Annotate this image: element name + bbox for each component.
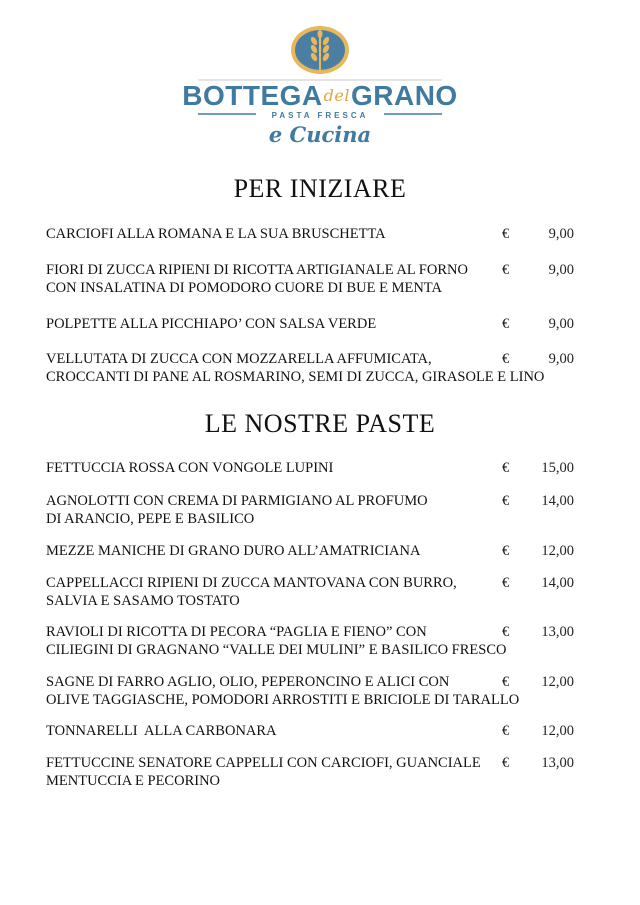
logo-subtitle: PASTA FRESCA — [271, 111, 369, 120]
item-price: 12,00 — [541, 674, 574, 690]
restaurant-logo — [0, 22, 640, 152]
item-price: 15,00 — [541, 460, 574, 476]
item-currency: € — [502, 316, 510, 332]
item-price: 14,00 — [541, 493, 574, 509]
item-price: 9,00 — [548, 262, 574, 278]
item-price: 14,00 — [541, 575, 574, 591]
item-currency: € — [502, 493, 510, 509]
item-name: VELLUTATA DI ZUCCA CON MOZZARELLA AFFUMICATA, CROCCANTI DI PANE AL ROSMARINO, SEMI DI ZUCCA, GIRASOLE E LINO — [46, 351, 545, 385]
item-name: TONNARELLI ALLA CARBONARA — [46, 723, 277, 739]
item-currency: € — [502, 674, 510, 690]
section-title-le-nostre-paste: LE NOSTRE PASTE — [204, 409, 436, 438]
item-name: RAVIOLI DI RICOTTA DI PECORA “PAGLIA E FIENO” CON CILIEGINI DI GRAGNANO “VALLE DEI MULINI” E BASILICO FRESCO — [46, 624, 507, 658]
item-currency: € — [502, 226, 510, 242]
item-name: FETTUCCIA ROSSA CON VONGOLE LUPINI — [46, 460, 334, 476]
item-currency: € — [502, 723, 510, 739]
item-name: CAPPELLACCI RIPIENI DI ZUCCA MANTOVANA CON BURRO, SALVIA E SASAMO TOSTATO — [46, 575, 457, 609]
item-name: MEZZE MANICHE DI GRANO DURO ALL’AMATRICIANA — [46, 543, 421, 559]
item-currency: € — [502, 351, 510, 367]
item-currency: € — [502, 460, 510, 476]
item-price: 13,00 — [541, 755, 574, 771]
item-name: SAGNE DI FARRO AGLIO, OLIO, PEPERONCINO E ALICI CON OLIVE TAGGIASCHE, POMODORI ARROSTITI E BRICIOLE DI TARALLO — [46, 674, 520, 708]
item-price: 9,00 — [548, 351, 574, 367]
item-price: 12,00 — [541, 543, 574, 559]
item-currency: € — [502, 624, 510, 640]
item-name: FIORI DI ZUCCA RIPIENI DI RICOTTA ARTIGIANALE AL FORNO CON INSALATINA DI POMODORO CUORE DI BUE E MENTA — [46, 262, 468, 296]
item-price: 9,00 — [548, 226, 574, 242]
item-name: AGNOLOTTI CON CREMA DI PARMIGIANO AL PROFUMO DI ARANCIO, PEPE E BASILICO — [46, 493, 428, 527]
item-currency: € — [502, 543, 510, 559]
logo-brand-a: BOTTEGA — [182, 80, 323, 111]
item-price: 9,00 — [548, 316, 574, 332]
item-name: FETTUCCINE SENATORE CAPPELLI CON CARCIOFI, GUANCIALE MENTUCCIA E PECORINO — [46, 755, 481, 789]
logo-wordmark — [0, 80, 640, 112]
item-currency: € — [502, 575, 510, 591]
logo-brand-del: del — [323, 86, 350, 105]
section-title-per-iniziare: PER INIZIARE — [233, 174, 407, 203]
item-name: POLPETTE ALLA PICCHIAPO’ CON SALSA VERDE — [46, 316, 377, 332]
logo-brand-b: GRANO — [350, 80, 458, 111]
item-price: 12,00 — [541, 723, 574, 739]
item-name: CARCIOFI ALLA ROMANA E LA SUA BRUSCHETTA — [46, 226, 386, 242]
item-price: 13,00 — [541, 624, 574, 640]
item-currency: € — [502, 262, 510, 278]
item-currency: € — [502, 755, 510, 771]
logo-script: e Cucina — [268, 122, 372, 147]
